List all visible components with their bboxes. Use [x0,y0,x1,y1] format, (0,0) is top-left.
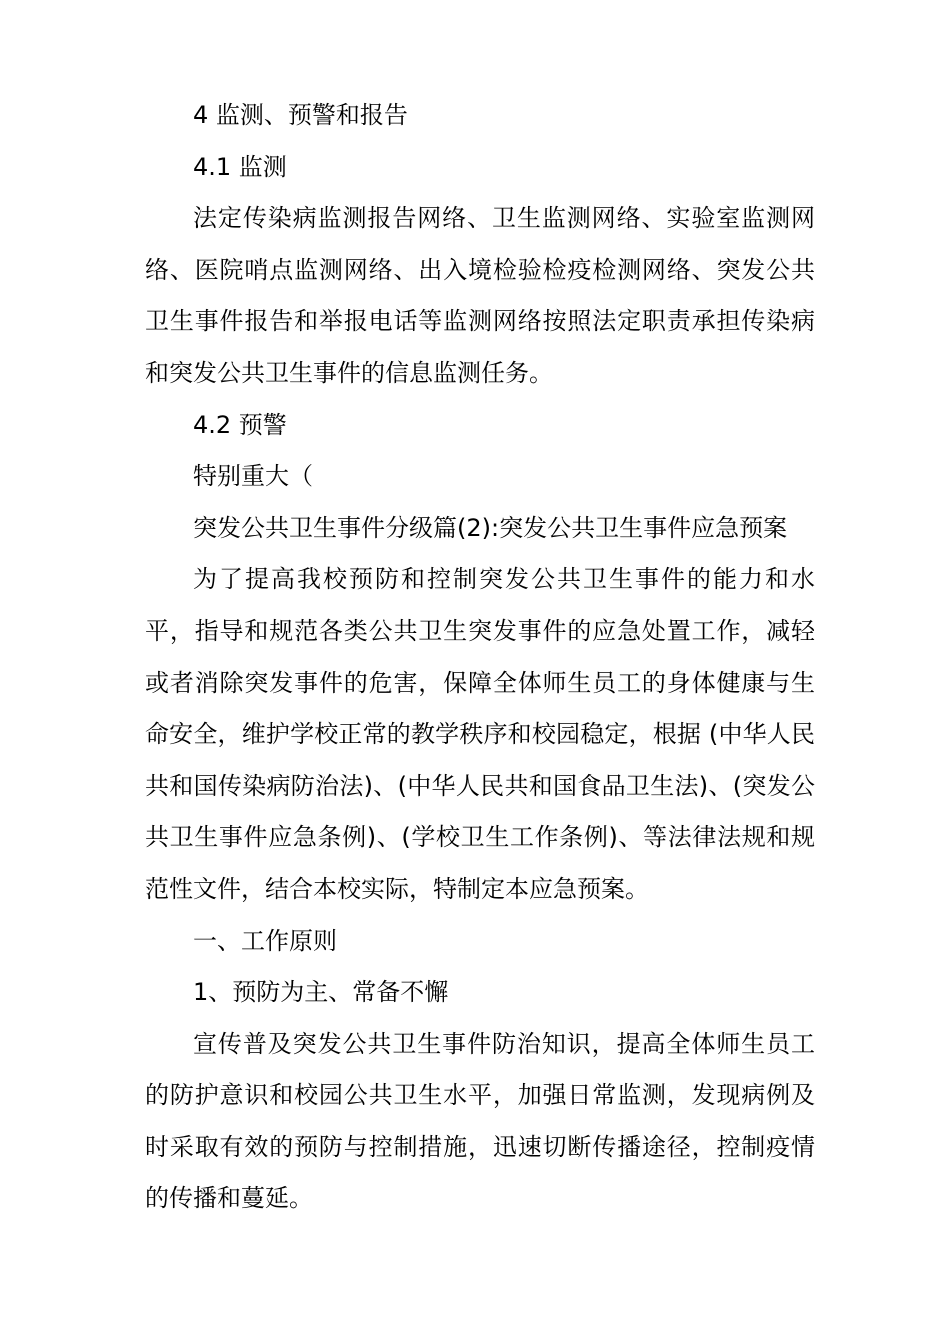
paragraph-plan-purpose: 为了提高我校预防和控制突发公共卫生事件的能力和水平，指导和规范各类公共卫生突发事件的应急处置工作，减轻或者消除突发事件的危害，保障全体师生员工的身体健康与生命安全，维护学校正常的教学秩序和校园稳定，根据 (中华人民共和国传染病防治法)、(中华人民共和国食品卫生法)、(突发公共卫生事件应急条例)、(学校卫生工作条例)、等法律法规和规范性文件，结合本校实际，特制定本应急预案。 [145,565,815,903]
paragraph-monitoring-networks: 法定传染病监测报告网络、卫生监测网络、实验室监测网络、医院哨点监测网络、出入境检验检疫检测网络、突发公共卫生事件报告和举报电话等监测网络按照法定职责承担传染病和突发公共卫生事件的信息监测任务。 [145,204,815,387]
article-title-emergency-plan: 突发公共卫生事件分级篇(2):突发公共卫生事件应急预案 [193,513,788,542]
section-heading-monitoring-warning-reporting: 4 监测、预警和报告 [193,101,408,129]
document-page [145,90,815,1225]
paragraph-especially-major: 特别重大（ [193,462,313,491]
subsection-heading-monitoring: 4.1 监测 [193,152,287,181]
principle-heading-prevention-first: 1、预防为主、常备不懈 [193,978,449,1007]
paragraph-prevention-details: 宣传普及突发公共卫生事件防治知识，提高全体师生员工的防护意识和校园公共卫生水平，加强日常监测，发现病例及时采取有效的预防与控制措施，迅速切断传播途径，控制疫情的传播和蔓延。 [145,1029,815,1213]
section-heading-work-principles: 一、工作原则 [193,926,337,955]
subsection-heading-warning: 4.2 预警 [193,410,287,439]
